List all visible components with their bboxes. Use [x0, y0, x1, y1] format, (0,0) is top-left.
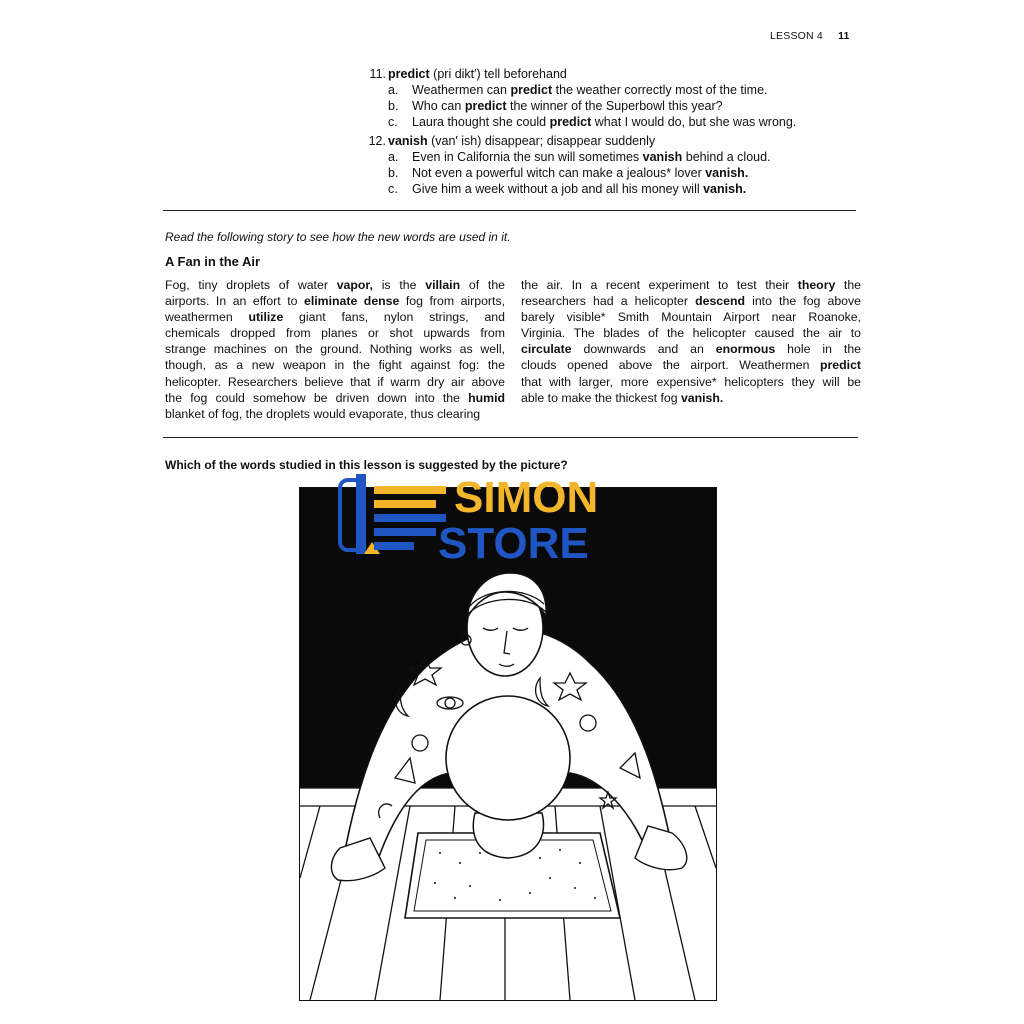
story-line: helicopter. Researchers believe that if warm dry air above	[165, 374, 505, 389]
headword: predict	[388, 67, 430, 81]
example-a: a. Weathermen can predict the weather correctly most of the time.	[388, 83, 768, 97]
example-c: c. Give him a week without a job and all his money will vanish.	[388, 182, 747, 196]
entry-number: 11.	[369, 67, 386, 81]
divider-bottom	[163, 437, 858, 438]
entry-headword-line	[388, 133, 655, 149]
story-line: though, as a new weapon in the fight against fog: the	[165, 358, 505, 373]
story-line: barely visible* Smith Mountain Airport near Roanoke,	[521, 310, 861, 325]
page-number: 11	[838, 30, 850, 42]
page-header	[770, 30, 850, 42]
example-c: c. Laura thought she could predict what I would do, but she was wrong.	[388, 115, 797, 129]
pronunciation: (van′ ish)	[431, 134, 482, 148]
simon-store-logo-icon	[338, 472, 678, 564]
headword: vanish	[388, 134, 428, 148]
definition: disappear; disappear suddenly	[484, 134, 656, 148]
story-line: Fog, tiny droplets of water vapor, is the villain of the	[165, 278, 505, 292]
example-a: a. Even in California the sun will sometimes vanish behind a cloud.	[388, 150, 771, 164]
story-line: that with larger, more expensive* helicopters they will be	[521, 374, 861, 389]
entry-headword-line	[388, 66, 567, 82]
story-line: circulate downwards and an enormous hole in the	[521, 342, 861, 357]
story-line: researchers had a helicopter descend into the fog above	[521, 294, 861, 309]
watermark-line1: SIMON	[454, 473, 599, 522]
story-line: airports. In an effort to eliminate dense fog from airports,	[165, 294, 506, 309]
lesson-label: LESSON 4	[770, 30, 823, 42]
story-line: the fog could somehow be driven down into the humid	[165, 390, 505, 405]
story-line: weathermen utilize giant fans, nylon strings, and	[165, 310, 505, 325]
story-column-right	[521, 277, 861, 406]
fortune-teller-illustration	[299, 487, 717, 1001]
fortune-teller-crystal-ball-icon	[300, 488, 716, 1000]
story-line: chemicals dropped from planes or shot upwards from	[165, 326, 505, 341]
story-title: A Fan in the Air	[165, 254, 261, 269]
definition: tell beforehand	[484, 67, 567, 81]
vocab-entry-11	[356, 66, 836, 130]
example-b: b. Who can predict the winner of the Superbowl this year?	[388, 99, 723, 113]
story-line: the air. In a recent experiment to test their theory the	[521, 278, 861, 292]
story-line: clouds opened above the airport. Weathermen predict	[521, 358, 861, 373]
vocab-entry-12	[356, 133, 836, 197]
example-b: b. Not even a powerful witch can make a jealous* lover vanish.	[388, 166, 749, 180]
story-line: Virginia. The blades of the helicopter caused the air to	[521, 326, 861, 341]
divider-top	[163, 210, 856, 211]
story-intro: Read the following story to see how the new words are used in it.	[165, 230, 511, 244]
picture-question: Which of the words studied in this lesson is suggested by the picture?	[165, 458, 568, 472]
story-line: able to make the thickest fog vanish.	[521, 390, 724, 405]
entry-number: 12.	[368, 134, 386, 148]
watermark-logo	[338, 472, 678, 564]
watermark-line2: STORE	[438, 519, 589, 564]
pronunciation: (pri dikt′)	[433, 67, 481, 81]
story-line: blanket of fog, the droplets would evaporate, thus clearing	[165, 406, 481, 421]
story-line: strange machines on the ground. Nothing works as well,	[165, 342, 505, 357]
story-column-left	[165, 277, 505, 422]
